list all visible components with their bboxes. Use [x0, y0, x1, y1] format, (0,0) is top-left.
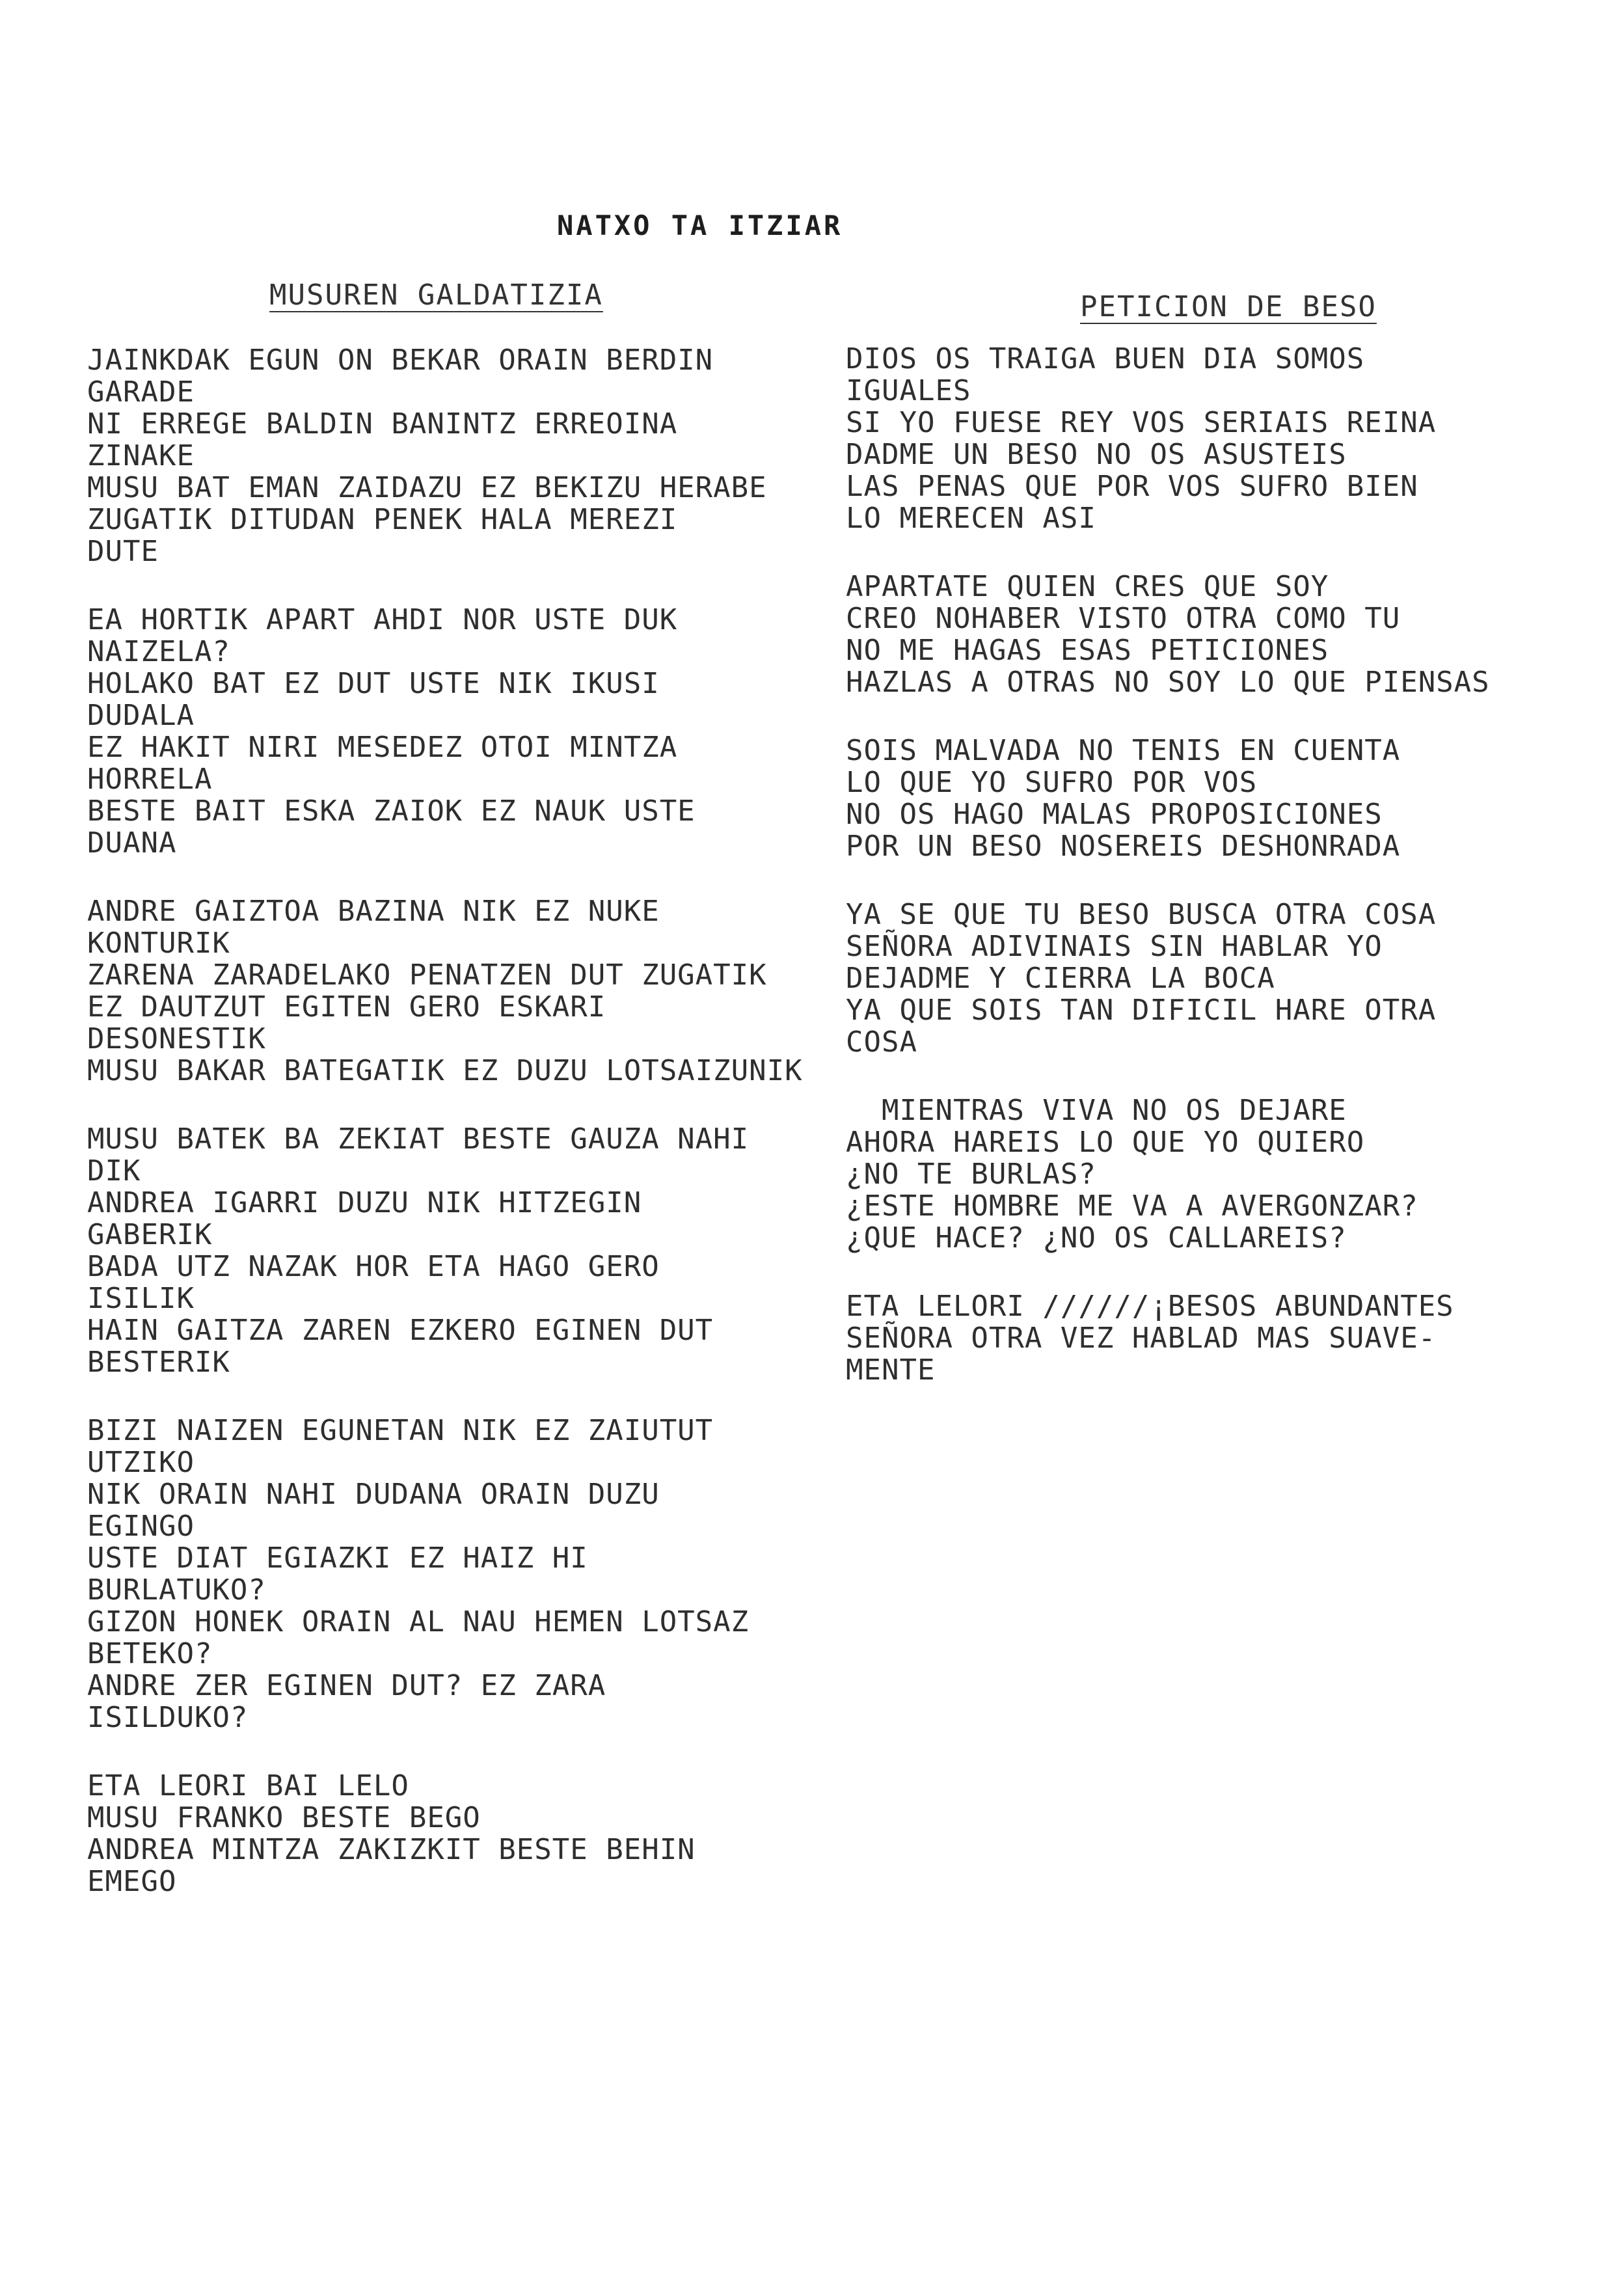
- basque-verse-line: ANDREA IGARRI DUZU NIK HITZEGIN: [87, 1186, 642, 1219]
- basque-verse-line: HORRELA: [87, 763, 213, 796]
- basque-verse-line: BETEKO?: [87, 1637, 213, 1670]
- basque-verse-line: EMEGO: [87, 1865, 177, 1898]
- basque-verse-line: BESTERIK: [87, 1346, 230, 1379]
- spanish-stanza: [846, 899, 1594, 1057]
- spanish-stanza: [846, 735, 1594, 862]
- basque-verse-line: USTE DIAT EGIAZKI EZ HAIZ HI: [87, 1542, 588, 1575]
- basque-verse-line: DUDALA: [87, 699, 195, 732]
- basque-verse-line: ZUGATIK DITUDAN PENEK HALA MEREZI: [87, 503, 678, 536]
- spanish-verse-line: LO QUE YO SUFRO POR VOS: [846, 766, 1258, 799]
- spanish-verse-line: LO MERECEN ASI: [846, 502, 1096, 535]
- basque-stanza: [87, 1771, 887, 1897]
- spanish-verse-line: POR UN BESO NOSEREIS DESHONRADA: [846, 830, 1401, 863]
- basque-verse-line: DUANA: [87, 826, 177, 860]
- basque-stanza: [87, 896, 887, 1086]
- basque-verse-line: MUSU FRANKO BESTE BEGO: [87, 1801, 481, 1834]
- basque-verse-line: GIZON HONEK ORAIN AL NAU HEMEN LOTSAZ: [87, 1605, 750, 1638]
- basque-verse-line: ANDRE ZER EGINEN DUT? EZ ZARA: [87, 1669, 606, 1702]
- spanish-verse-line: SOIS MALVADA NO TENIS EN CUENTA: [846, 734, 1401, 767]
- basque-verse-line: MUSU BAKAR BATEGATIK EZ DUZU LOTSAIZUNIK: [87, 1054, 803, 1087]
- basque-verse-line: MUSU BATEK BA ZEKIAT BESTE GAUZA NAHI: [87, 1122, 750, 1156]
- spanish-verse-line: COSA: [846, 1026, 917, 1059]
- spanish-stanza: [846, 1291, 1594, 1385]
- spanish-stanza: [846, 344, 1594, 534]
- document-title: NATXO TA ITZIAR: [557, 210, 843, 241]
- spanish-verse-line: DADME UN BESO NO OS ASUSTEIS: [846, 438, 1347, 471]
- spanish-verse-line: IGUALES: [846, 374, 971, 407]
- spanish-verse-line: ¿ESTE HOMBRE ME VA A AVERGONZAR?: [846, 1189, 1418, 1223]
- basque-verse-column: [87, 345, 887, 1935]
- spanish-verse-line: HAZLAS A OTRAS NO SOY LO QUE PIENSAS: [846, 666, 1490, 699]
- basque-verse-line: EZ DAUTZUT EGITEN GERO ESKARI: [87, 990, 606, 1024]
- spanish-verse-column: [846, 344, 1594, 1423]
- spanish-verse-line: AHORA HAREIS LO QUE YO QUIERO: [846, 1126, 1365, 1159]
- spanish-verse-line: MENTE: [846, 1353, 936, 1387]
- spanish-verse-line: DIOS OS TRAIGA BUEN DIA SOMOS: [846, 342, 1365, 375]
- spanish-verse-line: ETA LELORI //////¡BESOS ABUNDANTES: [846, 1290, 1454, 1323]
- spanish-stanza: [846, 1095, 1594, 1253]
- basque-verse-line: HOLAKO BAT EZ DUT USTE NIK IKUSI: [87, 667, 660, 700]
- basque-verse-line: EA HORTIK APART AHDI NOR USTE DUK: [87, 603, 678, 636]
- basque-verse-line: BESTE BAIT ESKA ZAIOK EZ NAUK USTE: [87, 795, 696, 828]
- basque-verse-line: DESONESTIK: [87, 1022, 266, 1055]
- spanish-verse-line: SEÑORA OTRA VEZ HABLAD MAS SUAVE-: [846, 1322, 1437, 1355]
- basque-stanza: [87, 345, 887, 567]
- basque-stanza: [87, 1415, 887, 1733]
- spanish-stanza: [846, 571, 1594, 698]
- basque-verse-line: ANDREA MINTZA ZAKIZKIT BESTE BEHIN: [87, 1833, 696, 1866]
- basque-heading: MUSUREN GALDATIZIA: [269, 278, 603, 312]
- basque-verse-line: HAIN GAITZA ZAREN EZKERO EGINEN DUT: [87, 1314, 714, 1347]
- basque-verse-line: NI ERREGE BALDIN BANINTZ ERREOINA: [87, 407, 678, 441]
- spanish-verse-line: SI YO FUESE REY VOS SERIAIS REINA: [846, 406, 1437, 439]
- basque-verse-line: DUTE: [87, 535, 159, 568]
- basque-verse-line: ETA LEORI BAI LELO: [87, 1769, 409, 1802]
- basque-stanza: [87, 604, 887, 858]
- spanish-verse-line: NO OS HAGO MALAS PROPOSICIONES: [846, 798, 1383, 831]
- spanish-verse-line: CREO NOHABER VISTO OTRA COMO TU: [846, 602, 1401, 635]
- basque-verse-line: UTZIKO: [87, 1446, 195, 1479]
- basque-verse-line: BIZI NAIZEN EGUNETAN NIK EZ ZAIUTUT: [87, 1414, 714, 1447]
- basque-verse-line: ZARENA ZARADELAKO PENATZEN DUT ZUGATIK: [87, 958, 767, 992]
- spanish-verse-line: YA SE QUE TU BESO BUSCA OTRA COSA: [846, 898, 1437, 931]
- spanish-verse-line: ¿QUE HACE? ¿NO OS CALLAREIS?: [846, 1221, 1347, 1255]
- basque-verse-line: DIK: [87, 1154, 141, 1188]
- basque-verse-line: ZINAKE: [87, 439, 195, 472]
- spanish-verse-line: MIENTRAS VIVA NO OS DEJARE: [846, 1094, 1347, 1127]
- spanish-heading: PETICION DE BESO: [1080, 290, 1377, 323]
- basque-verse-line: BURLATUKO?: [87, 1573, 266, 1607]
- basque-verse-line: MUSU BAT EMAN ZAIDAZU EZ BEKIZU HERABE: [87, 471, 767, 504]
- spanish-verse-line: SEÑORA ADIVINAIS SIN HABLAR YO: [846, 930, 1383, 963]
- basque-stanza: [87, 1124, 887, 1378]
- spanish-verse-line: ¿NO TE BURLAS?: [846, 1158, 1096, 1191]
- basque-verse-line: NIK ORAIN NAHI DUDANA ORAIN DUZU: [87, 1478, 660, 1511]
- spanish-verse-line: LAS PENAS QUE POR VOS SUFRO BIEN: [846, 470, 1418, 503]
- spanish-verse-line: YA QUE SOIS TAN DIFICIL HARE OTRA: [846, 994, 1437, 1027]
- spanish-verse-line: APARTATE QUIEN CRES QUE SOY: [846, 570, 1329, 603]
- basque-verse-line: EGINGO: [87, 1510, 195, 1543]
- basque-verse-line: KONTURIK: [87, 927, 230, 960]
- spanish-verse-line: DEJADME Y CIERRA LA BOCA: [846, 962, 1275, 995]
- basque-verse-line: ISILDUKO?: [87, 1701, 249, 1734]
- basque-verse-line: NAIZELA?: [87, 635, 230, 668]
- basque-verse-line: ISILIK: [87, 1282, 195, 1315]
- spanish-verse-line: NO ME HAGAS ESAS PETICIONES: [846, 634, 1329, 667]
- basque-verse-line: ANDRE GAIZTOA BAZINA NIK EZ NUKE: [87, 895, 660, 928]
- basque-verse-line: BADA UTZ NAZAK HOR ETA HAGO GERO: [87, 1250, 660, 1283]
- basque-verse-line: JAINKDAK EGUN ON BEKAR ORAIN BERDIN: [87, 344, 714, 377]
- basque-verse-line: EZ HAKIT NIRI MESEDEZ OTOI MINTZA: [87, 731, 678, 764]
- basque-verse-line: GARADE: [87, 375, 195, 409]
- basque-verse-line: GABERIK: [87, 1218, 213, 1251]
